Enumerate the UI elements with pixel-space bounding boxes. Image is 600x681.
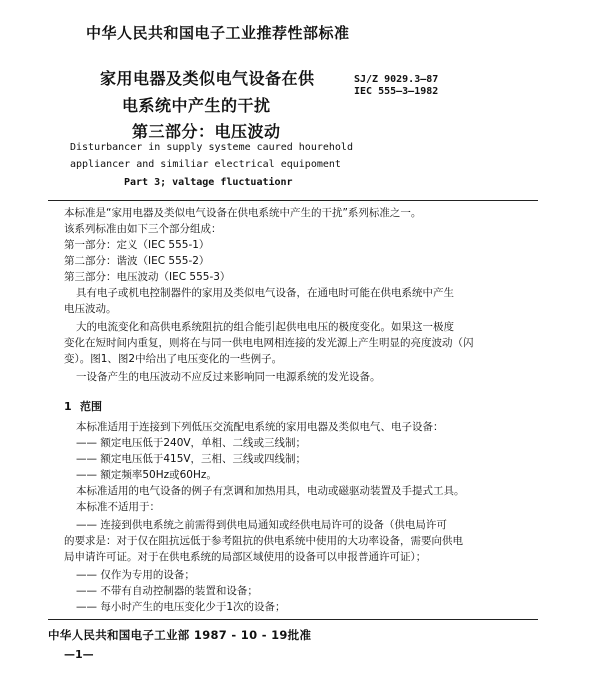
section-line: —— 每小时产生的电压变化少于1次的设备；: [76, 601, 286, 613]
intro-line: 第一部分：定义（IEC 555-1）: [64, 239, 210, 251]
english-title-line-3: Part 3; valtage fluctuationr: [124, 177, 293, 188]
top-divider: [48, 200, 538, 201]
section-line: —— 额定电压低于415V，三相、三线或四线制；: [76, 453, 307, 465]
bottom-divider: [48, 619, 538, 620]
section-line: —— 连接到供电系统之前需得到供电局通知或经供电局许可的设备（供电局许可: [76, 519, 447, 531]
intro-line: 具有电子或机电控制器件的家用及类似电气设备，在通电时可能在供电系统中产生: [76, 287, 454, 299]
document-header: 中华人民共和国电子工业推荐性部标准: [86, 24, 350, 42]
title-line-1: 家用电器及类似电气设备在供: [100, 69, 315, 88]
section-line: —— 额定电压低于240V，单相、二线或三线制；: [76, 437, 307, 449]
section-line: 的要求是：对于仅在阻抗远低于参考阻抗的供电系统中使用的大功率设备，需要向供电: [64, 535, 463, 547]
section-line: 本标准适用于连接到下列低压交流配电系统的家用电器及类似电气、电子设备：: [76, 421, 444, 433]
section-line: 本标准不适用于：: [76, 501, 160, 513]
intro-line: 本标准是“家用电器及类似电气设备在供电系统中产生的干扰”系列标准之一。: [64, 207, 422, 219]
section-line: 局申请许可证。对于在供电系统的局部区域使用的设备可以申报普通许可证）；: [64, 551, 427, 563]
intro-line: 大的电流变化和高供电系统阻抗的组合能引起供电电压的极度变化。如果这一极度: [76, 321, 454, 333]
section-title: 范围: [80, 400, 102, 413]
title-line-3: 第三部分：电压波动: [132, 122, 281, 141]
intro-line: 该系列标准由如下三个部分组成：: [64, 223, 222, 235]
english-title-line-1: Disturbancer in supply systeme caured hourehold: [70, 142, 353, 153]
english-title-line-2: appliancer and similiar electrical equipoment: [70, 159, 341, 170]
intro-line: 变化在短时间内重复，则将在与同一供电电网相连接的发光源上产生明显的亮度波动（闪: [64, 337, 474, 349]
page-number: —1—: [64, 648, 94, 661]
standard-code-iec: IEC 555—3—1982: [354, 86, 439, 97]
section-number: 1: [64, 400, 72, 413]
intro-line: 一设备产生的电压波动不应反过来影响同一电源系统的发光设备。: [76, 371, 381, 383]
section-line: 本标准适用的电气设备的例子有烹调和加热用具，电动或磁驱动装置及手提式工具。: [76, 485, 465, 497]
section-line: —— 仅作为专用的设备；: [76, 569, 195, 581]
intro-line: 电压波动。: [64, 303, 117, 315]
standard-code-sj: SJ/Z 9029.3—87: [354, 74, 439, 85]
intro-line: 变）。图1、图2中给出了电压变化的一些例子。: [64, 353, 283, 365]
title-line-2: 电系统中产生的干扰: [122, 96, 271, 115]
intro-line: 第三部分：电压波动（IEC 555-3）: [64, 271, 231, 283]
intro-line: 第二部分：谐波（IEC 555-2）: [64, 255, 210, 267]
section-line: —— 额定频率50Hz或60Hz。: [76, 469, 217, 481]
section-line: —— 不带有自动控制器的装置和设备；: [76, 585, 258, 597]
approval-line: 中华人民共和国电子工业部 1987 - 10 - 19批准: [48, 628, 312, 642]
